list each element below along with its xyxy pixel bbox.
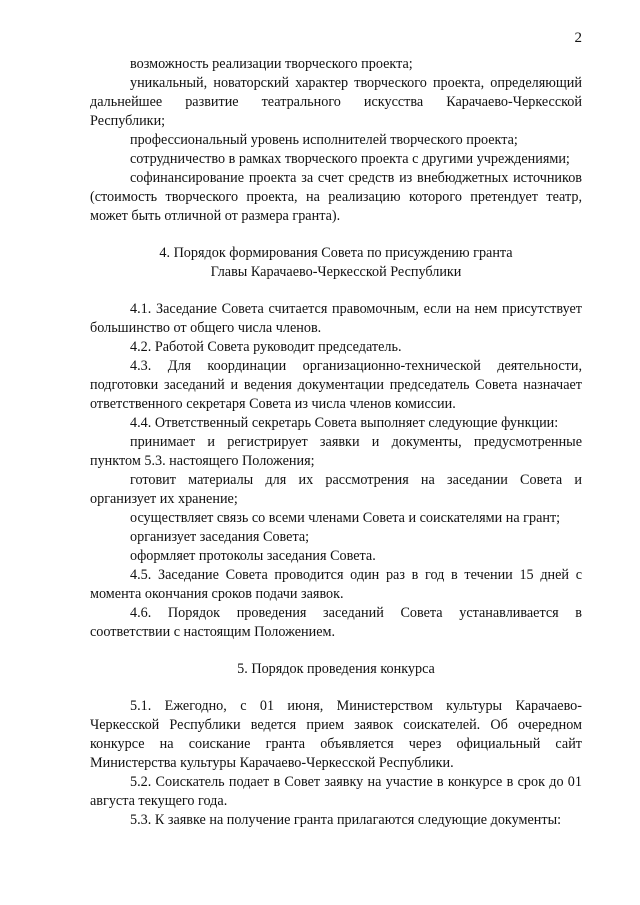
document-body: [90, 55, 582, 830]
paragraph: 4.6. Порядок проведения заседаний Совета устанавливается в соответствии с настоящим Положением.: [90, 605, 582, 640]
paragraph: 4.2. Работой Совета руководит председатель.: [130, 339, 402, 355]
paragraph: 5.2. Соискатель подает в Совет заявку на участие в конкурсе в срок до 01 августа текущего года.: [90, 774, 582, 809]
section-spacer: [90, 642, 582, 660]
paragraph: принимает и регистрирует заявки и документы, предусмотренные пунктом 5.3. настоящего Положения;: [90, 434, 582, 469]
section-spacer: [90, 226, 582, 244]
section-heading: 5. Порядок проведения конкурса: [237, 661, 435, 677]
paragraph: 4.3. Для координации организационно-технической деятельности, подготовки заседаний и ведения документации председатель Совета назначает ответственного секретаря Совета из числа членов комиссии.: [90, 358, 582, 412]
paragraph: уникальный, новаторский характер творческого проекта, определяющий дальнейшее развитие театрального искусства Карачаево-Черкесской Республики;: [90, 75, 582, 129]
paragraph: 5.3. К заявке на получение гранта прилагаются следующие документы:: [130, 812, 562, 828]
paragraph: оформляет протоколы заседания Совета.: [130, 548, 376, 564]
paragraph: профессиональный уровень исполнителей творческого проекта;: [130, 132, 518, 148]
paragraph: 4.4. Ответственный секретарь Совета выполняет следующие функции:: [130, 415, 559, 431]
section-heading: 4. Порядок формирования Совета по присуждению гранта: [159, 245, 513, 261]
paragraph: 5.1. Ежегодно, с 01 июня, Министерством культуры Карачаево-Черкесской Республики ведется прием заявок соискателей. Об очередном конкурсе на соискание гранта объявляется через официальный сайт Министерства культуры Карачаево-Черкесской Республики.: [90, 698, 582, 771]
section-spacer: [90, 282, 582, 300]
paragraph: сотрудничество в рамках творческого проекта с другими учреждениями;: [130, 151, 570, 167]
paragraph: организует заседания Совета;: [130, 529, 310, 545]
section-heading: Главы Карачаево-Черкесской Республики: [210, 264, 462, 280]
paragraph: 4.1. Заседание Совета считается правомочным, если на нем присутствует большинство от общего числа членов.: [90, 301, 582, 336]
paragraph: 4.5. Заседание Совета проводится один раз в год в течении 15 дней с момента окончания сроков подачи заявок.: [90, 567, 582, 602]
paragraph: возможность реализации творческого проекта;: [130, 56, 413, 72]
page-number: 2: [574, 30, 582, 46]
paragraph: готовит материалы для их рассмотрения на заседании Совета и организует их хранение;: [90, 472, 582, 507]
paragraph: софинансирование проекта за счет средств из внебюджетных источников (стоимость творческого проекта, на реализацию которого претендует театр, может быть отличной от размера гранта).: [90, 170, 582, 224]
section-spacer: [90, 679, 582, 697]
paragraph: осуществляет связь со всеми членами Совета и соискателями на грант;: [130, 510, 561, 526]
